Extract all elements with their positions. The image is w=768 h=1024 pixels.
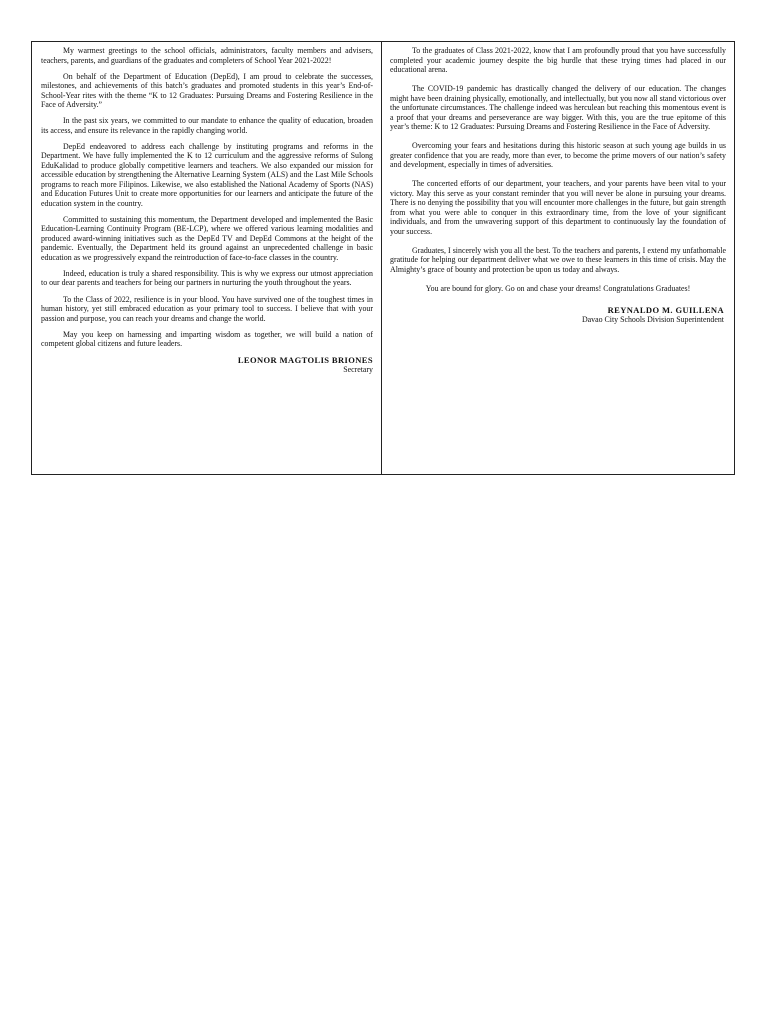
paragraph: Committed to sustaining this momentum, the Department developed and implemented the Basic Education-Learning Continuity Program (BE-LCP), where we offered various learning modalities and produced award-winning initiatives such as the DepEd TV and DepEd Commons at the height of the pandemic. Eventually, the Department held its ground against an unprecedented challenge in basic education as we progressively expand the reintroduction of face-to-face classes in the country. <box>41 214 373 262</box>
paragraph: My warmest greetings to the school officials, administrators, faculty members and advisers, teachers, parents, and guardians of the graduates and completers of School Year 2021-2022! <box>41 46 373 65</box>
paragraph: On behalf of the Department of Education (DepEd), I am proud to celebrate the successes, milestones, and achievements of this batch’s graduates and promoted students in this year’s End-of-School-Year rites with the theme “K to 12 Graduates: Pursuing Dreams and Fostering Resilience in the Face of Adversity.” <box>41 71 373 110</box>
paragraph: To the Class of 2022, resilience is in your blood. You have survived one of the toughest times in human history, yet still embraced education as your primary tool to success. I believe that with your passion and purpose, you can reach your dreams and change the world. <box>41 294 373 323</box>
paragraph: In the past six years, we committed to our mandate to enhance the quality of education, broaden its access, and ensure its relevance in the rapidly changing world. <box>41 116 373 135</box>
superintendent-message-column <box>382 42 734 474</box>
paragraph: Overcoming your fears and hesitations during this historic season at such young age builds in us greater confidence that you are ready, more than ever, to become the prime movers of our nation’s safety and development, especially in times of adversities. <box>390 141 726 169</box>
message-sheet <box>31 41 735 475</box>
paragraph: The COVID-19 pandemic has drastically changed the delivery of our education. The changes might have been draining physically, emotionally, and intellectually, but you now all stand victorious over the unfortunate circumstances. The challenge indeed was herculean but reaching this momentous event is a proof that your dreams and perseverance are way bigger. With this, you are the true epitome of this year’s theme: K to 12 Graduates: Pursuing Dreams and Fostering Resilience in the Face of Adversity. <box>390 84 726 131</box>
paragraph: To the graduates of Class 2021-2022, know that I am profoundly proud that you have successfully completed your academic journey despite the big hurdle that these trying times had placed in our educational arena. <box>390 46 726 74</box>
paragraph: The concerted efforts of our department, your teachers, and your parents have been vital to your victory. May this serve as your constant reminder that you will never be alone in pursuing your dreams. There is no denying the possibility that you will encounter more challenges in the future, but gain strength from what you were able to conquer in this extraordinary time, from the love of your significant individuals, and from the unwavering support of this department to continuously lay the foundation of your success. <box>390 179 726 236</box>
paragraph: Graduates, I sincerely wish you all the best. To the teachers and parents, I extend my unfathomable gratitude for helping our department deliver what we owe to these learners in this time of crisis. May the Almighty’s grace of bounty and protection be upon us today and always. <box>390 245 726 274</box>
paragraph: May you keep on harnessing and imparting wisdom as together, we will build a nation of competent global citizens and future leaders. <box>41 329 373 349</box>
superintendent-signature-block <box>390 305 726 325</box>
paragraph: Indeed, education is truly a shared responsibility. This is why we express our utmost appreciation to our dear parents and teachers for being our partners in nurturing the youth throughout the years. <box>41 268 373 288</box>
signatory-title: Davao City Schools Division Superintendent <box>581 315 724 324</box>
signatory-name: LEONOR MAGTOLIS BRIONES <box>237 355 373 366</box>
secretary-signature-block <box>41 355 373 375</box>
paragraph: DepEd endeavored to address each challenge by instituting programs and reforms in the Department. We have fully implemented the K to 12 curriculum and the aggressive reforms of Sulong EduKalidad to produce globally competitive learners and teachers. We also expanded our mission for accessible education by strengthening the Alternative Learning System (ALS) and the Last Mile Schools programs to reach more Filipinos. Likewise, we also established the National Academy of Sports (NAS) and Education Futures Unit to create more opportunities for our learners and anticipate the future of the education system in the country. <box>41 141 373 208</box>
signatory-name: REYNALDO M. GUILLENA <box>607 305 724 315</box>
signatory-title: Secretary <box>343 365 373 375</box>
secretary-message-column <box>32 42 382 474</box>
paragraph: You are bound for glory. Go on and chase your dreams! Congratulations Graduates! <box>425 283 691 293</box>
